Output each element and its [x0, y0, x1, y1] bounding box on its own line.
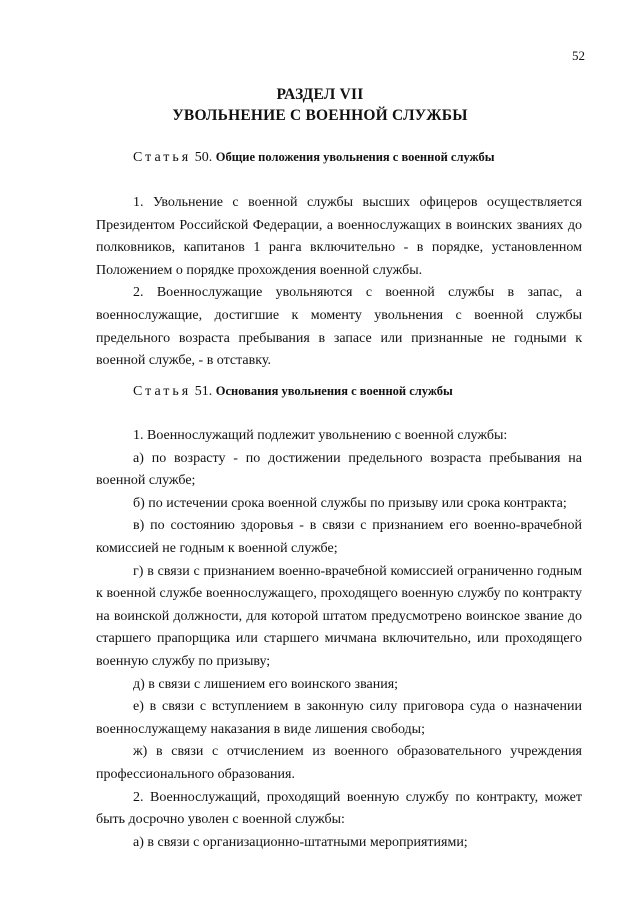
article-number: 51. [194, 384, 213, 399]
list-item: а) в связи с организационно-штатными мероприятиями; [133, 834, 468, 850]
list-item: г) в связи с признанием военно-врачебной комиссией ограниченно годным к военной службе военнослужащего, проходящего военную службу по контракту на воинской должности, для которой штатом предусмотрено воинское звание до старшего прапорщика или старшего мичмана включительно, или проходящего военную службу по призыву; [96, 563, 582, 669]
list-item: а) по возрасту - по достижении предельного возраста пребывания на военной службе; [96, 450, 582, 489]
article-50-heading [133, 150, 494, 166]
article-51-heading [133, 384, 453, 400]
article-title: Основания увольнения с военной службы [215, 384, 453, 398]
article-label: Статья [133, 384, 192, 399]
article-label: Статья [133, 150, 192, 165]
list-item: д) в связи с лишением его воинского звания; [133, 676, 399, 692]
list-item: ж) в связи с отчислением из военного образовательного учреждения профессионального образования. [96, 744, 582, 782]
list-item: в) по состоянию здоровья - в связи с признанием его военно-врачебной комиссией не годным к военной службе; [96, 518, 582, 556]
article-number: 50. [194, 150, 213, 165]
list-item: б) по истечении срока военной службы по призыву или срока контракта; [133, 495, 567, 511]
section-number: РАЗДЕЛ VII [276, 86, 364, 103]
page-number: 52 [572, 48, 585, 63]
paragraph: 1. Увольнение с военной службы высших офицеров осуществляется Президентом Российской Федерации, а военнослужащих в воинских званиях до полковников, капитанов 1 ранга включительно - в порядке, установленном Положением о порядке прохождения военной службы. [96, 195, 582, 278]
list-item: е) в связи с вступлением в законную силу приговора суда о назначении военнослужащему наказания в виде лишения свободы; [96, 699, 582, 737]
paragraph: 2. Военнослужащий, проходящий военную службу по контракту, может быть досрочно уволен с военной службы: [96, 789, 582, 828]
article-50-body [96, 192, 582, 373]
article-51-body [96, 425, 582, 854]
article-title: Общие положения увольнения с военной службы [215, 150, 495, 164]
section-title: УВОЛЬНЕНИЕ С ВОЕННОЙ СЛУЖБЫ [172, 107, 468, 124]
paragraph: 2. Военнослужащие увольняются с военной службы в запас, а военнослужащие, достигшие к моменту увольнения с военной службы предельного возраста пребывания в запасе или признанные не годными к военной службе, - в отставку. [96, 285, 582, 369]
paragraph: 1. Военнослужащий подлежит увольнению с военной службы: [133, 428, 508, 443]
